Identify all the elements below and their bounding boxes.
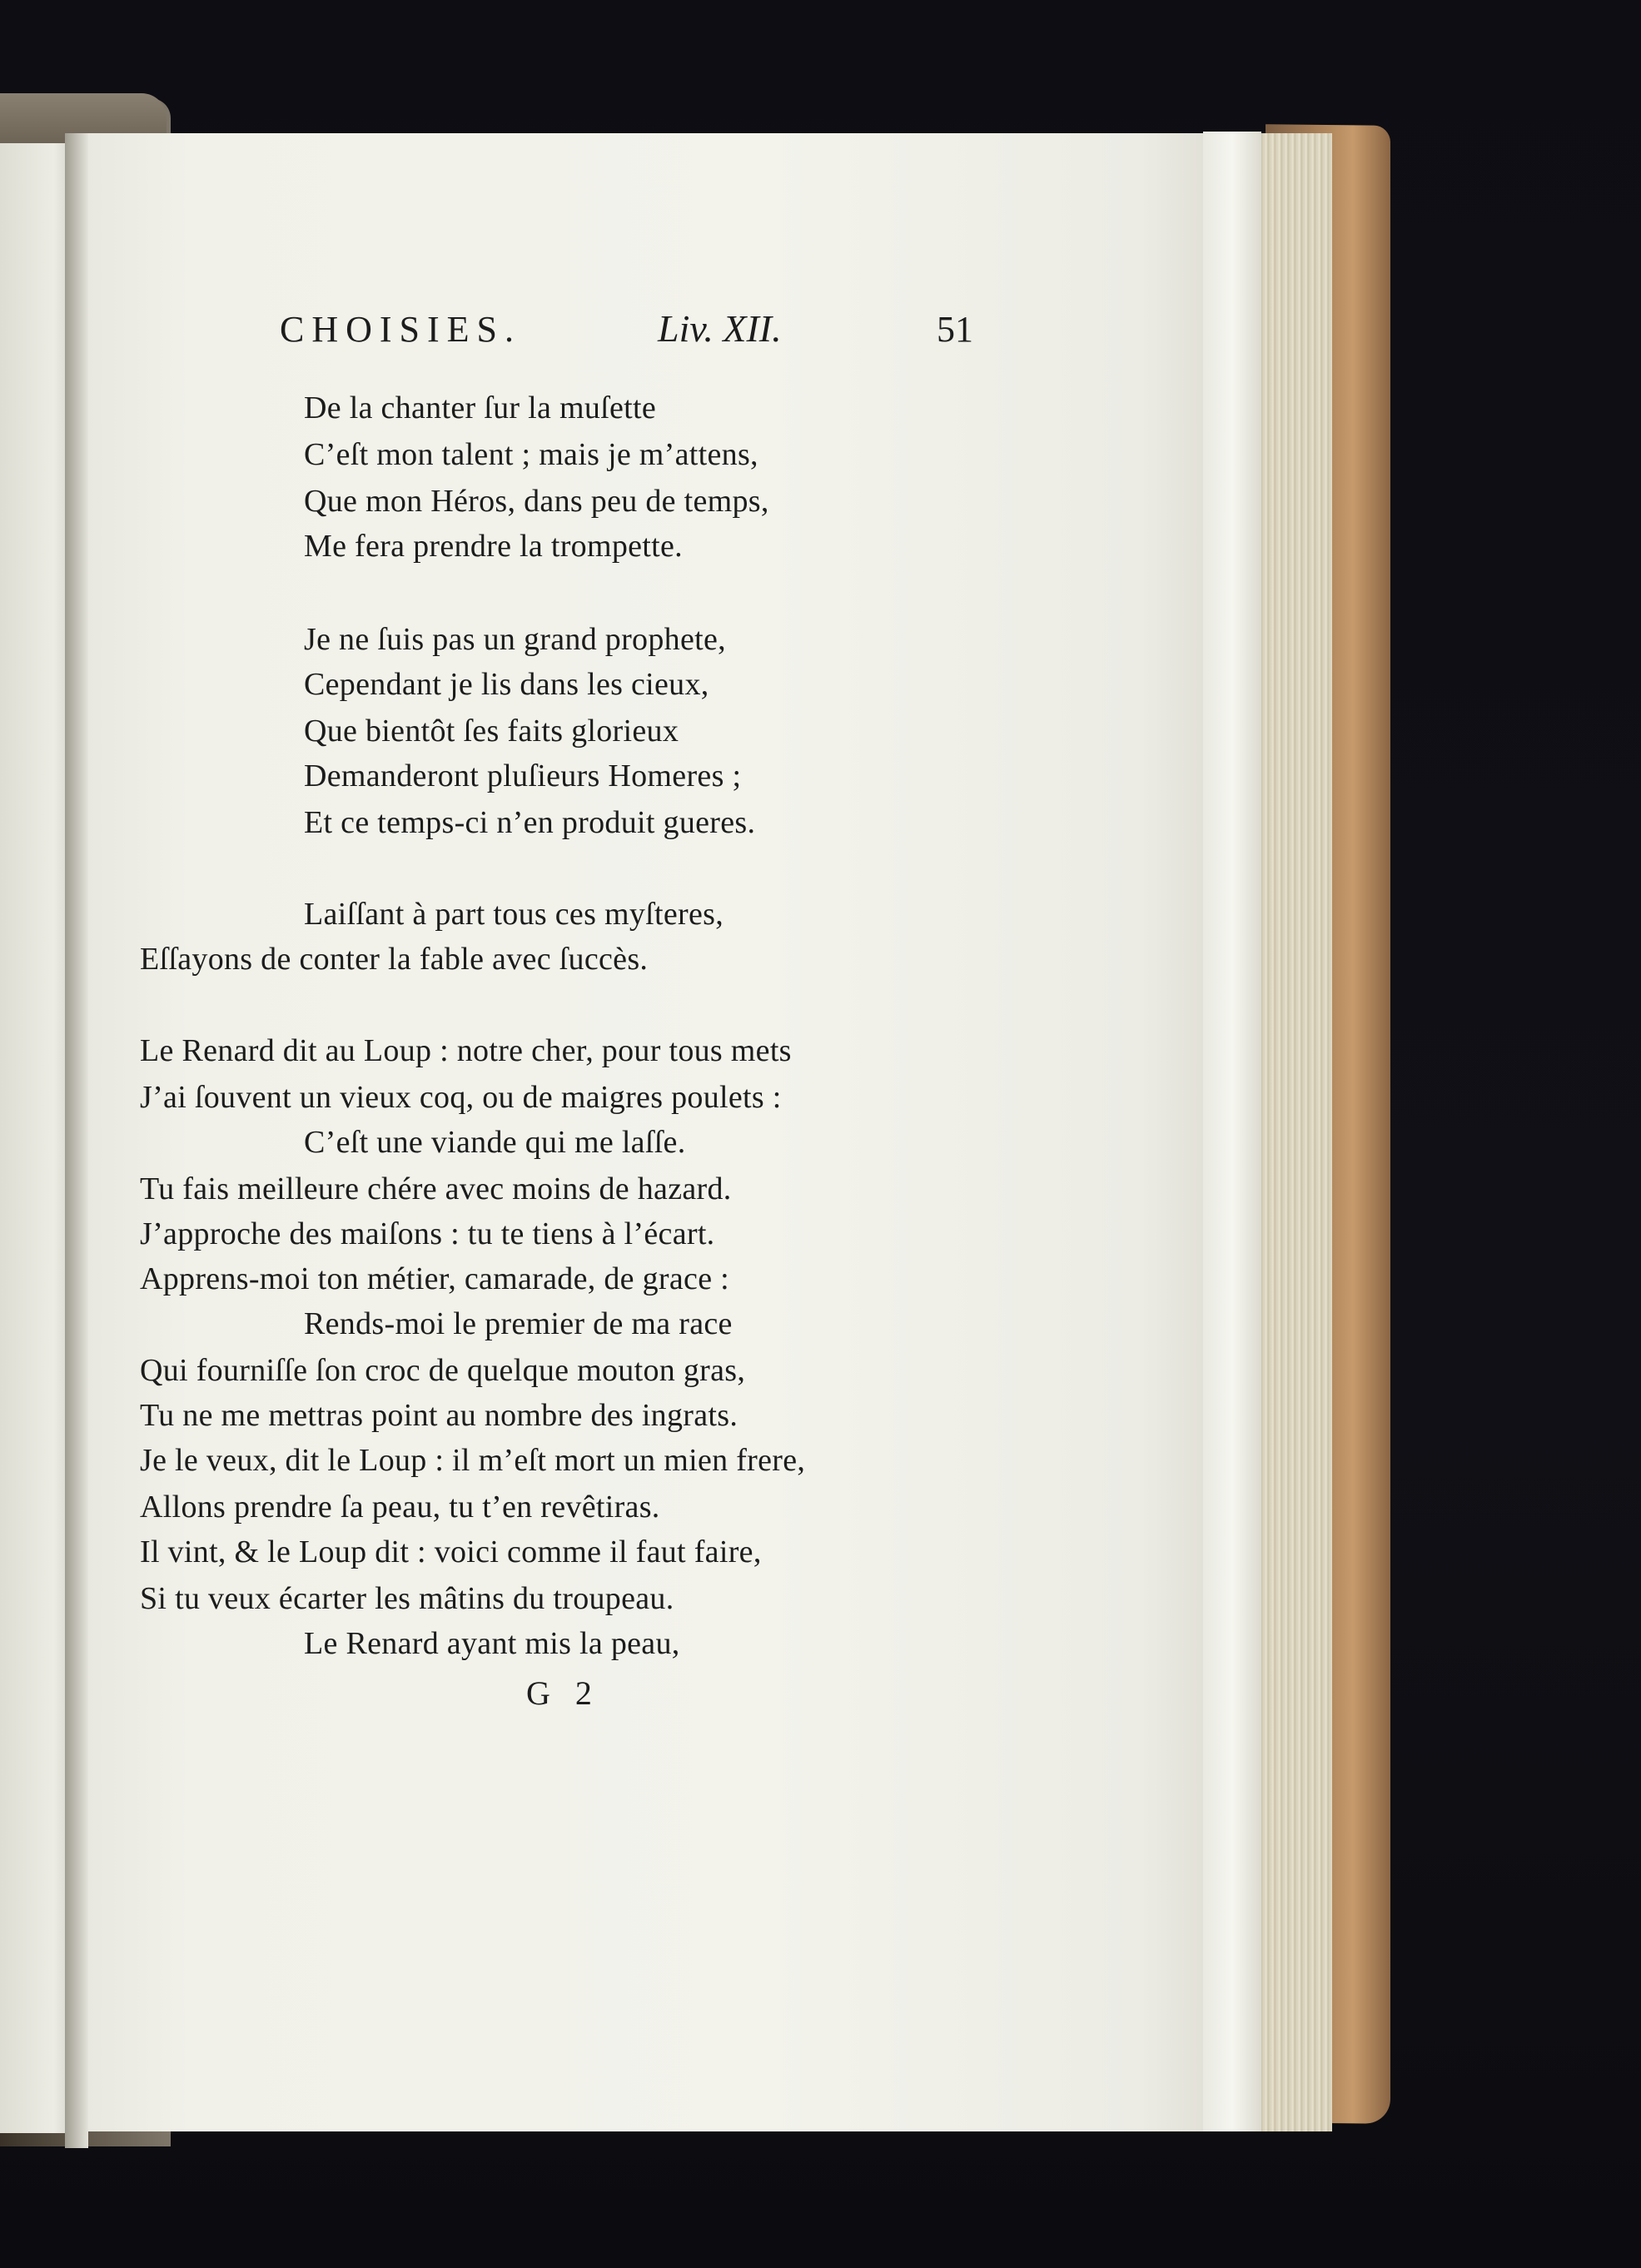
verse-line: Je ne ſuis pas un grand prophete, [304, 622, 726, 657]
verse-line: J’approche des maiſons : tu te tiens à l’écart. [140, 1216, 715, 1251]
verse-line: C’eſt une viande qui me laſſe. [304, 1125, 686, 1160]
signature-mark: G 2 [526, 1674, 600, 1712]
verse-line: Rends-moi le premier de ma race [304, 1306, 733, 1341]
verse-line: Le Renard dit au Loup : notre cher, pour tous mets [140, 1033, 792, 1068]
verse-line: J’ai ſouvent un vieux coq, ou de maigres poulets : [140, 1080, 782, 1115]
verse-line: Tu fais meilleure chére avec moins de hazard. [140, 1171, 732, 1206]
verse-line: Je le veux, dit le Loup : il m’eſt mort un mien frere, [140, 1443, 806, 1478]
verse-line: Eſſayons de conter la fable avec ſuccès. [140, 942, 649, 977]
verse-line: Demanderont pluſieurs Homeres ; [304, 758, 742, 793]
verse-line: Que mon Héros, dans peu de temps, [304, 484, 769, 519]
verse-line: Me fera prendre la trompette. [304, 529, 683, 564]
verse-line: Tu ne me mettras point au nombre des ingrats. [140, 1398, 738, 1433]
verse-line: Si tu veux écarter les mâtins du troupeau. [140, 1581, 674, 1616]
running-title: CHOISIES. [280, 309, 522, 350]
verse-line: Cependant je lis dans les cieux, [304, 667, 709, 702]
book-number: Liv. XII. [658, 307, 782, 350]
verse-line: C’eſt mon talent ; mais je m’attens, [304, 437, 758, 472]
verse-line: Il vint, & le Loup dit : voici comme il faut faire, [140, 1534, 762, 1569]
verse-line: Qui fourniſſe ſon croc de quelque mouton gras, [140, 1353, 746, 1388]
verse-line: Le Renard ayant mis la peau, [304, 1626, 680, 1661]
verse-line: Que bientôt ſes faits glorieux [304, 714, 679, 749]
verse-line: Laiſſant à part tous ces myſteres, [304, 897, 724, 932]
verse-line: De la chanter ſur la muſette [304, 390, 657, 425]
page-number: 51 [937, 309, 973, 350]
verse-line: Apprens-moi ton métier, camarade, de grace : [140, 1261, 730, 1296]
verse-line: Allons prendre ſa peau, tu t’en revêtiras. [140, 1490, 660, 1524]
verse-line: Et ce temps-ci n’en produit gueres. [304, 805, 756, 840]
